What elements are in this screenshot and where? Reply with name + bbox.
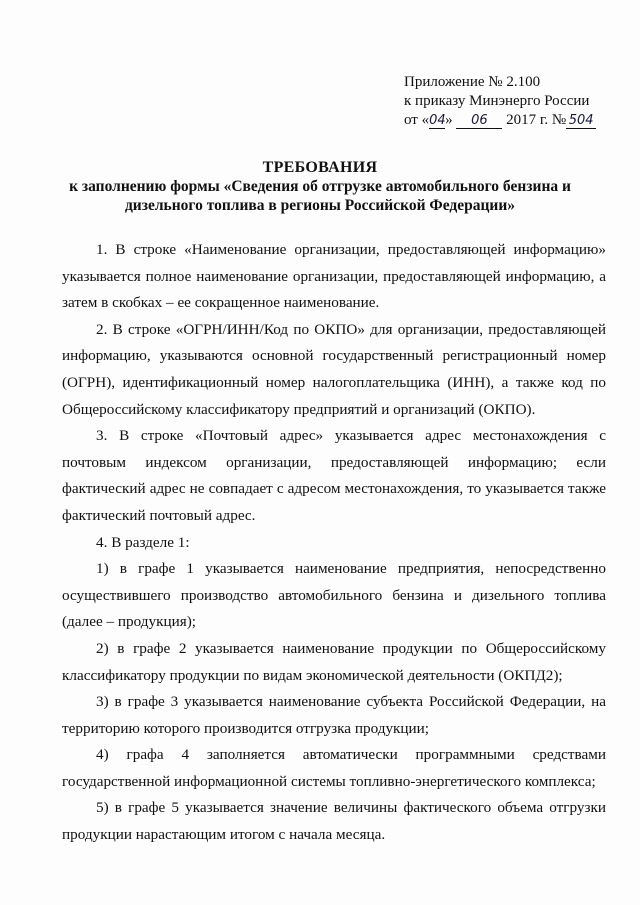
- paragraph-4: 4. В разделе 1:: [96, 533, 190, 551]
- date-year-suffix: г. №: [539, 112, 567, 128]
- appendix-header: [404, 73, 614, 130]
- appendix-number: Приложение № 2.100: [404, 74, 541, 90]
- document-body: [62, 237, 606, 849]
- order-number: 504: [566, 113, 596, 129]
- paragraph-4-item-2: 2) в графе 2 указывается наименование продукции по Общероссийскому классификатору продукции по видам экономической деятельности (ОКПД2);: [62, 639, 606, 684]
- paragraph-1: 1. В строке «Наименование организации, предоставляющей информацию» указывается полное наименование организации, предоставляющей информацию, а затем в скобках – ее сокращенное наименование.: [62, 241, 606, 312]
- paragraph-3: 3. В строке «Почтовый адрес» указывается адрес местонахождения с почтовым индексом организации, предоставляющей информацию; если фактический адрес не совпадает с адресом местонахождения, то указывается также фактический почтовый адрес.: [62, 427, 606, 524]
- paragraph-2: 2. В строке «ОГРН/ИНН/Код по ОКПО» для организации, предоставляющей информацию, указываются основной государственный регистрационный номер (ОГРН), идентификационный номер налогоплательщика (ИНН), а также код по Общероссийскому классификатору предприятий и организаций (ОКПО).: [62, 320, 606, 418]
- order-date-line: [404, 111, 614, 130]
- document-title: [40, 158, 600, 215]
- title-subtitle-line2: дизельного топлива в регионы Российской Федерации»: [124, 197, 516, 214]
- date-mid: »: [445, 112, 453, 128]
- title-main: ТРЕБОВАНИЯ: [262, 159, 378, 176]
- order-reference: к приказу Минэнерго России: [404, 93, 590, 109]
- date-month: 06: [456, 113, 502, 129]
- title-subtitle-line1: к заполнению формы «Сведения об отгрузке автомобильного бензина и: [69, 178, 571, 195]
- date-year: 2017: [506, 112, 537, 128]
- date-day: 04: [429, 113, 446, 128]
- paragraph-4-item-3: 3) в графе 3 указывается наименование субъекта Российской Федерации, на территорию которого производится отгрузка продукции;: [62, 693, 606, 737]
- paragraph-4-item-5: 5) в графе 5 указывается значение величины фактического объема отгрузки продукции нарастающим итогом с начала месяца.: [62, 799, 606, 844]
- paragraph-4-item-4: 4) графа 4 заполняется автоматически программными средствами государственной информационной системы топливно-энергетического комплекса;: [62, 746, 606, 790]
- paragraph-4-item-1: 1) в графе 1 указывается наименование предприятия, непосредственно осуществившего производство автомобильного бензина и дизельного топлива (далее – продукция);: [62, 560, 606, 631]
- date-prefix: от «: [404, 112, 430, 128]
